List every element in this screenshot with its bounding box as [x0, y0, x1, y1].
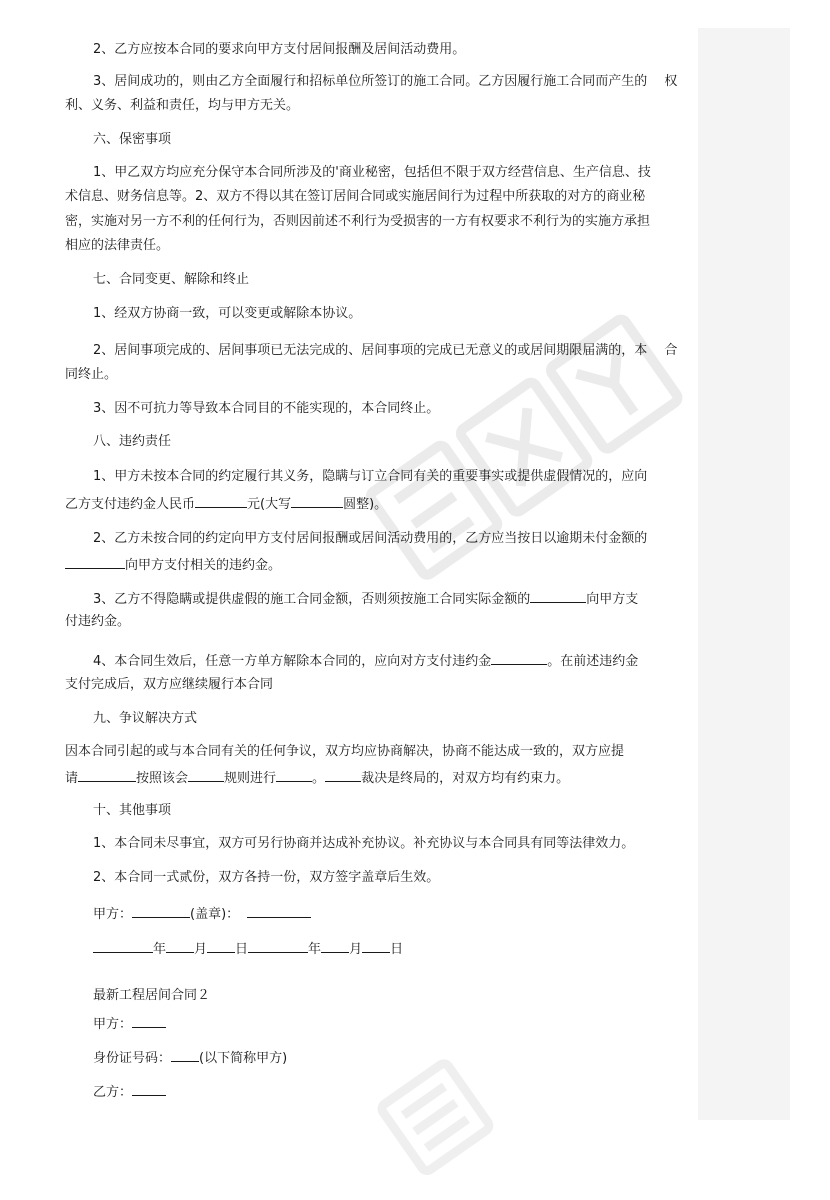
rules-blank — [188, 768, 224, 782]
section-heading-change-termination: 七、合同变更、解除和终止 — [93, 272, 250, 287]
signature-date-line: 年 月 日 年 月 日 — [93, 939, 403, 959]
percentage-blank — [530, 589, 586, 603]
clause-text-with-blanks: 4、本合同生效后，任意一方单方解除本合同的，应向对方支付违约金 。在前述违约金 — [93, 651, 638, 671]
clause-text: 利、义务、利益和责任，均与甲方无关。 — [65, 98, 300, 113]
clause-text: 因本合同引起的或与本合同有关的任何争议，双方均应协商解决，协商不能达成一致的，双方应提 — [65, 744, 625, 759]
party-a-seal-blank — [247, 904, 311, 918]
clause-text: 1、本合同未尽事宜，双方可另行协商并达成补充协议。补充协议与本合同具有同等法律效力。 — [93, 836, 635, 851]
party-a-field: 甲方： — [93, 1014, 166, 1034]
clause-text-with-blanks: 3、乙方不得隐瞒或提供虚假的施工合同金额，否则须按施工合同实际金额的 向甲方支 — [93, 589, 638, 609]
clause-text-with-blanks: 请 按照该会 规则进行 。 裁决是终局的，对双方均有约束力。 — [65, 768, 569, 788]
party-a-name-blank — [132, 1014, 166, 1028]
signature-line-party-a: 甲方： (盖章)： — [93, 904, 311, 924]
clause-text: 2、居间事项完成的、居间事项已无法完成的、居间事项的完成已无意义的或居间期限届满的，本 合 — [93, 343, 678, 358]
clause-text-with-blanks: 向甲方支付相关的违约金。 — [65, 555, 281, 575]
clause-text-with-blanks: 乙方支付违约金人民币 元(大写 圆整)。 — [65, 494, 387, 514]
clause-text: 术信息、财务信息等。2、双方不得以其在签订居间合同或实施居间行为过程中所获取的对方的商业秘 — [65, 189, 646, 204]
right-margin-panel — [698, 28, 790, 1120]
clause-text: 3、因不可抗力等导致本合同目的不能实现的，本合同终止。 — [93, 401, 440, 416]
next-contract-title: 最新工程居间合同２ — [93, 988, 211, 1003]
id-number-blank — [171, 1048, 199, 1062]
clause-text: 密，实施对另一方不利的任何行为，否则因前述不利行为受损害的一方有权要求不利行为的实施方承担 — [65, 214, 651, 229]
party-a-signature-blank — [132, 904, 190, 918]
arbitration-body-blank — [78, 768, 136, 782]
section-heading-other: 十、其他事项 — [93, 803, 172, 818]
section-heading-dispute: 九、争议解决方式 — [93, 711, 198, 726]
clause-text: 1、经双方协商一致，可以变更或解除本协议。 — [93, 306, 362, 321]
clause-text: 支付完成后，双方应继续履行本合同 — [65, 677, 274, 692]
clause-text: 1、甲乙双方均应充分保守本合同所涉及的'商业秘密，包括但不限于双方经营信息、生产信息、技 — [93, 165, 651, 180]
watermark-logo — [330, 260, 710, 640]
amount-blank — [195, 494, 247, 508]
id-number-field: 身份证号码： (以下简称甲方) — [93, 1048, 287, 1068]
rate-blank — [65, 555, 125, 569]
clause-text: 2、乙方应按本合同的要求向甲方支付居间报酬及居间活动费用。 — [93, 42, 466, 57]
party-b-field: 乙方： — [93, 1082, 166, 1102]
award-blank — [325, 768, 361, 782]
clause-text: 3、居间成功的，则由乙方全面履行和招标单位所签订的施工合同。乙方因履行施工合同而产生的 权 — [93, 74, 678, 89]
penalty-blank — [491, 651, 547, 665]
watermark-logo-bottom — [330, 1000, 590, 1200]
clause-text: 相应的法律责任。 — [65, 238, 170, 253]
section-heading-liability: 八、违约责任 — [93, 434, 172, 449]
clause-text: 付违约金。 — [65, 614, 131, 629]
clause-text: 同终止。 — [65, 367, 118, 382]
amount-uppercase-blank — [291, 494, 343, 508]
section-heading-confidentiality: 六、保密事项 — [93, 132, 172, 147]
clause-text: 2、本合同一式贰份，双方各持一份，双方签字盖章后生效。 — [93, 870, 440, 885]
clause-text: 2、乙方未按合同的约定向甲方支付居间报酬或居间活动费用的，乙方应当按日以逾期未付金额的 — [93, 531, 648, 546]
clause-text: 1、甲方未按本合同的约定履行其义务，隐瞒与订立合同有关的重要事实或提供虚假情况的，应向 — [93, 469, 648, 484]
arbitration-blank — [276, 768, 312, 782]
party-b-name-blank — [132, 1082, 166, 1096]
